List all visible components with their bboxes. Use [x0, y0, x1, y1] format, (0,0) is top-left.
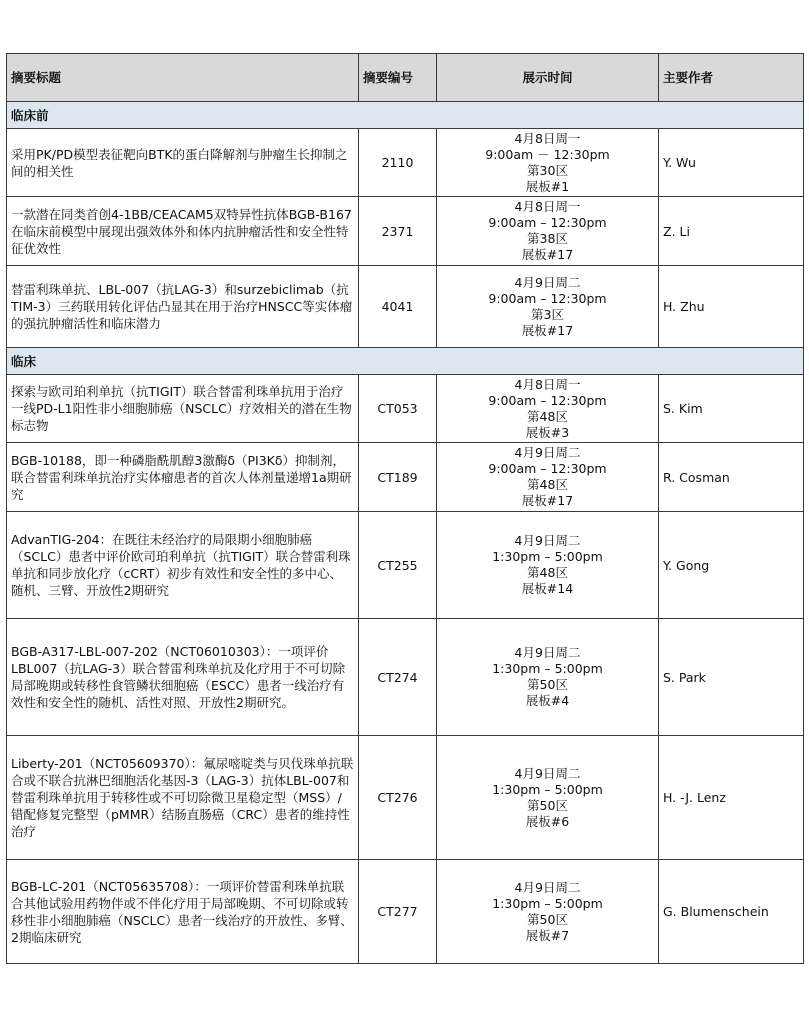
table-row: [7, 619, 804, 736]
abstract-title: 探索与欧司珀利单抗（抗TIGIT）联合替雷利珠单抗用于治疗一线PD-L1阳性非小细胞肺癌（NSCLC）疗效相关的潜在生物标志物: [7, 375, 359, 443]
table-row: [7, 860, 804, 964]
presentation-hours: 1:30pm – 5:00pm: [492, 661, 603, 676]
abstract-number: CT189: [359, 443, 437, 512]
presentation-time: [437, 619, 659, 736]
presentation-hours: 9:00am – 12:30pm: [488, 290, 607, 306]
presentation-hours: 9:00am – 12:30pm: [488, 392, 607, 408]
presentation-board: 展板#14: [521, 581, 574, 596]
presentation-date: 4月9日周二: [514, 274, 581, 290]
presentation-time: [437, 443, 659, 512]
abstract-number: CT276: [359, 736, 437, 860]
abstract-number: 2110: [359, 129, 437, 197]
presentation-date: 4月9日周二: [514, 879, 581, 895]
presentation-time: [437, 860, 659, 964]
table-row: [7, 443, 804, 512]
header-title: 摘要标题: [7, 54, 359, 102]
presentation-board: 展板#4: [525, 693, 570, 708]
abstract-title: 替雷利珠单抗、LBL-007（抗LAG-3）和surzebiclimab（抗TIM-3）三药联用转化评估凸显其在用于治疗HNSCC等实体瘤的强抗肿瘤活性和临床潜力: [7, 266, 359, 348]
lead-author: S. Kim: [659, 375, 804, 443]
presentation-date: 4月8日周一: [514, 376, 581, 392]
presentation-board: 展板#17: [521, 247, 574, 262]
abstract-title: 一款潜在同类首创4-1BB/CEACAM5双特异性抗体BGB-B167在临床前模型中展现出强效体外和体内抗肿瘤活性和安全性特征优效性: [7, 197, 359, 266]
lead-author: H. -J. Lenz: [659, 736, 804, 860]
presentation-zone: 第48区: [527, 477, 568, 492]
presentation-hours: 9:00am － 12:30pm: [485, 146, 610, 162]
lead-author: G. Blumenschein: [659, 860, 804, 964]
table-row: [7, 512, 804, 619]
presentation-hours: 1:30pm – 5:00pm: [492, 781, 603, 797]
abstract-number: CT277: [359, 860, 437, 964]
table-row: [7, 736, 804, 860]
lead-author: Y. Gong: [659, 512, 804, 619]
abstract-title: AdvanTIG-204：在既往未经治疗的局限期小细胞肺癌（SCLC）患者中评价欧司珀利单抗（抗TIGIT）联合替雷利珠单抗和同步放化疗（cCRT）初步有效性和安全性的多中心、随机、三臂、开放性2期研究: [7, 512, 359, 619]
presentation-time: [437, 375, 659, 443]
presentation-board: 展板#7: [525, 927, 570, 943]
presentation-zone: 第48区: [527, 408, 568, 424]
presentation-hours: 9:00am – 12:30pm: [488, 461, 607, 476]
presentation-time: [437, 197, 659, 266]
presentation-board: 展板#1: [525, 178, 570, 194]
section-row-clinical: [7, 348, 804, 375]
presentation-zone: 第3区: [531, 306, 564, 322]
abstract-title: BGB-10188，即一种磷脂酰肌醇3激酶δ（PI3Kδ）抑制剂，联合替雷利珠单抗治疗实体瘤患者的首次人体剂量递增1a期研究: [7, 443, 359, 512]
presentation-zone: 第50区: [527, 797, 568, 813]
lead-author: R. Cosman: [659, 443, 804, 512]
abstract-title: 采用PK/PD模型表征靶向BTK的蛋白降解剂与肿瘤生长抑制之间的相关性: [7, 129, 359, 197]
presentation-time: [437, 129, 659, 197]
presentation-date: 4月9日周二: [514, 533, 581, 548]
header-author: 主要作者: [659, 54, 804, 102]
presentation-zone: 第50区: [527, 677, 568, 692]
presentation-time: [437, 736, 659, 860]
abstract-title: BGB-LC-201（NCT05635708）：一项评价替雷利珠单抗联合其他试验用药物伴或不伴化疗用于局部晚期、不可切除或转移性非小细胞肺癌（NSCLC）患者一线治疗的开放性、多臂、2期临床研究: [7, 860, 359, 964]
header-time: 展示时间: [437, 54, 659, 102]
presentation-time: [437, 266, 659, 348]
table-row: [7, 197, 804, 266]
abstract-number: CT274: [359, 619, 437, 736]
table-row: [7, 266, 804, 348]
presentation-hours: 9:00am – 12:30pm: [488, 215, 607, 230]
presentation-date: 4月8日周一: [514, 199, 581, 214]
lead-author: S. Park: [659, 619, 804, 736]
presentation-zone: 第38区: [527, 231, 568, 246]
presentation-hours: 1:30pm – 5:00pm: [492, 895, 603, 911]
lead-author: Z. Li: [659, 197, 804, 266]
presentation-zone: 第48区: [527, 565, 568, 580]
abstract-number: CT255: [359, 512, 437, 619]
section-row-preclinical: [7, 102, 804, 129]
presentation-board: 展板#17: [521, 493, 574, 508]
table-row: [7, 129, 804, 197]
section-label-preclinical: 临床前: [7, 102, 804, 129]
presentation-board: 展板#17: [521, 322, 574, 338]
lead-author: Y. Wu: [659, 129, 804, 197]
section-label-clinical: 临床: [7, 348, 804, 375]
presentation-hours: 1:30pm – 5:00pm: [492, 549, 603, 564]
abstract-number: 4041: [359, 266, 437, 348]
presentation-date: 4月9日周二: [514, 765, 581, 781]
presentation-time: [437, 512, 659, 619]
table-header-row: [7, 54, 804, 102]
abstract-title: Liberty-201（NCT05609370）：氟尿嘧啶类与贝伐珠单抗联合或不联合抗淋巴细胞活化基因-3（LAG-3）抗体LBL-007和替雷利珠单抗用于转移性或不可切除微卫星稳定型（MSS）/错配修复完整型（pMMR）结肠直肠癌（CRC）患者的维持性治疗: [7, 736, 359, 860]
abstract-title: BGB-A317-LBL-007-202（NCT06010303）：一项评价LBL007（抗LAG-3）联合替雷利珠单抗及化疗用于不可切除局部晚期或转移性食管鳞状细胞癌（ESCC）患者一线治疗有效性和安全性的随机、活性对照、开放性2期研究。: [7, 619, 359, 736]
abstract-table: [6, 53, 804, 964]
presentation-zone: 第50区: [527, 911, 568, 927]
presentation-board: 展板#3: [525, 424, 570, 440]
header-number: 摘要编号: [359, 54, 437, 102]
lead-author: H. Zhu: [659, 266, 804, 348]
presentation-zone: 第30区: [527, 162, 568, 178]
presentation-date: 4月9日周二: [514, 645, 581, 660]
presentation-board: 展板#6: [525, 813, 570, 829]
presentation-date: 4月9日周二: [514, 445, 581, 460]
abstract-number: 2371: [359, 197, 437, 266]
abstract-number: CT053: [359, 375, 437, 443]
presentation-date: 4月8日周一: [514, 130, 581, 146]
table-row: [7, 375, 804, 443]
